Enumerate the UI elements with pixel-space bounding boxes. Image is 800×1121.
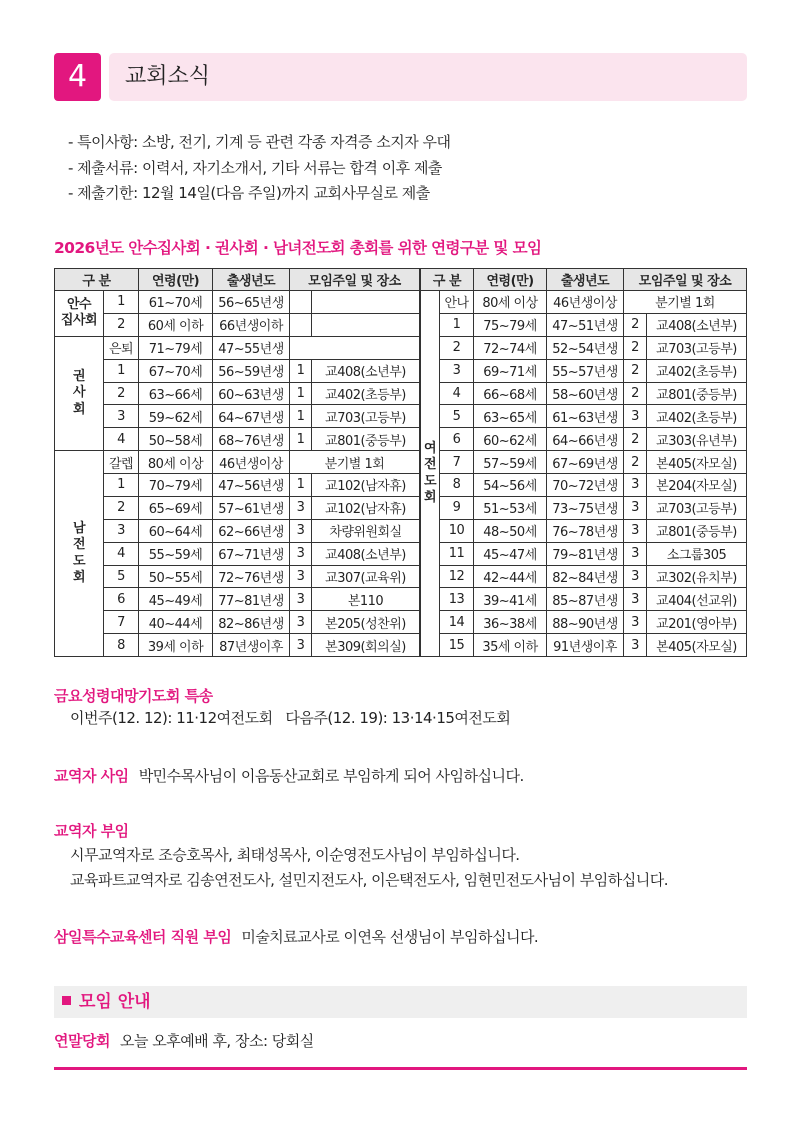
age-cell: 54~56세 [474,474,547,497]
birth-year-cell: 72~76년생 [213,565,290,588]
samil-section [54,926,538,947]
table-row [421,634,747,657]
birth-year-cell: 67~69년생 [547,451,624,474]
meeting-sunday-cell: 3 [624,634,647,657]
age-cell: 63~65세 [474,405,547,428]
meeting-label: 연말당회 [54,1032,110,1050]
table-row [421,382,747,405]
table-row [55,611,420,634]
meeting-place-cell: 본405(자모실) [647,451,747,474]
table-header-row [421,269,747,291]
meeting-place-cell: 소그룹305 [647,542,747,565]
meeting-sunday-cell: 3 [290,496,312,519]
meeting-sunday-cell: 1 [290,474,312,497]
meeting-sunday-cell: 1 [290,359,312,382]
meeting-place-cell: 교408(소년부) [312,359,420,382]
sub-group-cell: 2 [104,313,139,336]
meeting-place-cell: 교801(중등부) [312,428,420,451]
birth-year-cell: 82~86년생 [213,611,290,634]
birth-year-cell: 64~66년생 [547,428,624,451]
birth-year-cell: 79~81년생 [547,542,624,565]
meeting-place-cell: 교201(영아부) [647,611,747,634]
meeting-sunday-cell: 3 [624,611,647,634]
birth-year-cell: 76~78년생 [547,519,624,542]
samil-title: 삼일특수교육센터 직원 부임 [54,928,232,946]
age-cell: 80세 이상 [474,291,547,314]
birth-year-cell: 58~60년생 [547,382,624,405]
meeting-sunday-cell [290,313,312,336]
sub-group-cell: 3 [104,519,139,542]
birth-year-cell: 47~55년생 [213,336,290,359]
meeting-sunday-cell [290,291,312,314]
appoint-line: 시무교역자로 조승호목사, 최태성목사, 이순영전도사님이 부임하십니다. [70,846,520,864]
age-cell: 63~66세 [139,382,213,405]
table-row [421,496,747,519]
meeting-sunday-cell: 2 [624,313,647,336]
meeting-place-cell: 교102(남자휴) [312,496,420,519]
table-row [421,474,747,497]
table-row [421,451,747,474]
sub-group-cell: 9 [440,496,474,519]
sub-group-cell: 갈렙 [104,451,139,474]
birth-year-cell: 56~59년생 [213,359,290,382]
resign-text: 박민수목사님이 이음동산교회로 부임하게 되어 사임하십니다. [138,767,524,785]
meeting-sunday-cell: 2 [624,359,647,382]
birth-year-cell: 70~72년생 [547,474,624,497]
meeting-sunday-cell: 3 [624,588,647,611]
column-header: 출생년도 [213,269,290,291]
birth-year-cell: 66년생이하 [213,313,290,336]
age-cell: 45~47세 [474,542,547,565]
table-row [55,313,420,336]
birth-year-cell: 47~56년생 [213,474,290,497]
table-row [421,565,747,588]
meeting-sunday-cell: 1 [290,428,312,451]
table-title: 2026년도 안수집사회 · 권사회 · 남녀전도회 총회를 위한 연령구분 및 모임 [54,239,542,257]
age-cell: 40~44세 [139,611,213,634]
age-cell: 65~69세 [139,496,213,519]
sub-group-cell: 1 [104,359,139,382]
age-cell: 36~38세 [474,611,547,634]
table-row [55,542,420,565]
meeting-place-cell [312,291,420,314]
meeting-place-cell: 교303(유년부) [647,428,747,451]
table-row [55,359,420,382]
year-end-meeting [54,1030,314,1051]
resign-title: 교역자 사임 [54,767,129,785]
meeting-sunday-cell: 3 [624,519,647,542]
table-row [55,336,420,359]
note-line: - 제출서류: 이력서, 자기소개서, 기타 서류는 합격 이후 제출 [68,158,442,177]
birth-year-cell: 57~61년생 [213,496,290,519]
sub-group-cell: 4 [440,382,474,405]
meeting-place-cell: 교703(고등부) [647,496,747,519]
section-number: 4 [54,53,101,101]
age-cell: 66~68세 [474,382,547,405]
sub-group-cell: 5 [104,565,139,588]
sub-group-cell: 8 [104,634,139,657]
table-row [55,588,420,611]
age-cell: 57~59세 [474,451,547,474]
meeting-text: 오늘 오후예배 후, 장소: 당회실 [119,1032,314,1050]
table-row [55,565,420,588]
table-row [55,291,420,314]
column-header: 연령(만) [474,269,547,291]
sub-group-cell: 7 [440,451,474,474]
table-row [421,359,747,382]
table-row [421,428,747,451]
appoint-title: 교역자 부임 [54,822,129,840]
meeting-sunday-cell: 2 [624,382,647,405]
sub-group-cell: 4 [104,428,139,451]
meeting-sunday-cell: 3 [290,519,312,542]
age-table-left [54,268,420,657]
sub-group-cell: 7 [104,611,139,634]
birth-year-cell: 91년생이후 [547,634,624,657]
column-header: 구 분 [55,269,139,291]
age-cell: 51~53세 [474,496,547,519]
birth-year-cell: 68~76년생 [213,428,290,451]
table-row [421,519,747,542]
sub-group-cell: 4 [104,542,139,565]
table-row [421,588,747,611]
section-title: 교회소식 [109,53,747,101]
column-header: 구 분 [421,269,474,291]
birth-year-cell: 73~75년생 [547,496,624,519]
age-cell: 55~59세 [139,542,213,565]
age-cell: 70~79세 [139,474,213,497]
sub-group-cell: 11 [440,542,474,565]
birth-year-cell: 88~90년생 [547,611,624,634]
table-row [55,474,420,497]
resign-section [54,765,524,786]
meeting-place-cell: 본309(회의실) [312,634,420,657]
meeting-place-cell: 교408(소년부) [647,313,747,336]
meeting-place-cell: 분기별 1회 [624,291,747,314]
meeting-sunday-cell: 3 [290,611,312,634]
column-header: 모임주일 및 장소 [624,269,747,291]
age-cell: 48~50세 [474,519,547,542]
table-row [55,382,420,405]
meeting-place-cell: 교801(중등부) [647,519,747,542]
group-name-cell: 여 전 도 회 [421,291,440,657]
meeting-sunday-cell: 2 [624,451,647,474]
table-header-row [55,269,420,291]
meeting-place-cell: 교703(고등부) [647,336,747,359]
birth-year-cell: 67~71년생 [213,542,290,565]
meeting-place-cell: 교402(초등부) [312,382,420,405]
sub-group-cell: 6 [104,588,139,611]
birth-year-cell: 77~81년생 [213,588,290,611]
sub-group-cell: 1 [440,313,474,336]
age-cell: 71~79세 [139,336,213,359]
sub-group-cell: 2 [440,336,474,359]
table-row [55,496,420,519]
meeting-sunday-cell: 1 [290,382,312,405]
table-row [55,405,420,428]
birth-year-cell: 46년생이상 [547,291,624,314]
meeting-place-cell: 교801(중등부) [647,382,747,405]
sub-group-cell: 은퇴 [104,336,139,359]
friday-title: 금요성령대망기도회 특송 [54,687,213,705]
samil-text: 미술치료교사로 이연옥 선생님이 부임하십니다. [241,928,539,946]
column-header: 출생년도 [547,269,624,291]
column-header: 모임주일 및 장소 [290,269,420,291]
age-cell: 59~62세 [139,405,213,428]
meeting-place-cell: 교102(남자휴) [312,474,420,497]
age-cell: 80세 이상 [139,451,213,474]
meeting-sunday-cell: 1 [290,405,312,428]
sub-group-cell: 5 [440,405,474,428]
meeting-sunday-cell: 3 [624,496,647,519]
meeting-place-cell: 분기별 1회 [290,451,420,474]
sub-group-cell: 3 [440,359,474,382]
note-line: - 제출기한: 12월 14일(다음 주일)까지 교회사무실로 제출 [68,184,430,202]
friday-prayer-section [54,685,510,731]
sub-group-cell: 1 [104,474,139,497]
recruit-notes [68,130,450,207]
age-cell: 75~79세 [474,313,547,336]
birth-year-cell: 46년생이상 [213,451,290,474]
sub-group-cell: 2 [104,382,139,405]
age-cell: 39~41세 [474,588,547,611]
group-name-cell: 남 전 도 회 [55,451,104,657]
sub-group-cell: 14 [440,611,474,634]
meeting-place-cell: 교307(교육위) [312,565,420,588]
sub-group-cell: 15 [440,634,474,657]
meeting-sunday-cell: 3 [290,634,312,657]
table-row [421,336,747,359]
sub-group-cell: 10 [440,519,474,542]
birth-year-cell: 61~63년생 [547,405,624,428]
age-cell: 50~58세 [139,428,213,451]
age-cell: 60~62세 [474,428,547,451]
sub-group-cell: 1 [104,291,139,314]
table-row [55,428,420,451]
meeting-place-cell: 교302(유치부) [647,565,747,588]
birth-year-cell: 60~63년생 [213,382,290,405]
age-cell: 50~55세 [139,565,213,588]
age-cell: 60세 이하 [139,313,213,336]
group-name-cell: 권 사 회 [55,336,104,450]
table-row [55,634,420,657]
meeting-place-cell: 본204(자모실) [647,474,747,497]
appoint-line: 교육파트교역자로 김송연전도사, 설민지전도사, 이은택전도사, 임현민전도사님이 부임하십니다. [70,871,669,889]
meeting-sunday-cell: 3 [624,405,647,428]
age-cell: 45~49세 [139,588,213,611]
meeting-sunday-cell: 3 [624,542,647,565]
meeting-place-cell: 차량위원회실 [312,519,420,542]
sub-group-cell: 2 [104,496,139,519]
meeting-sunday-cell: 2 [624,428,647,451]
meeting-place-cell [290,336,420,359]
age-cell: 67~70세 [139,359,213,382]
age-cell: 69~71세 [474,359,547,382]
table-row [421,291,747,314]
age-cell: 72~74세 [474,336,547,359]
birth-year-cell: 62~66년생 [213,519,290,542]
birth-year-cell: 55~57년생 [547,359,624,382]
age-cell: 35세 이하 [474,634,547,657]
age-cell: 61~70세 [139,291,213,314]
sub-group-cell: 12 [440,565,474,588]
birth-year-cell: 64~67년생 [213,405,290,428]
column-header: 연령(만) [139,269,213,291]
appoint-section [54,820,668,893]
birth-year-cell: 56~65년생 [213,291,290,314]
birth-year-cell: 47~51년생 [547,313,624,336]
age-cell: 60~64세 [139,519,213,542]
birth-year-cell: 85~87년생 [547,588,624,611]
sub-group-cell: 안나 [440,291,474,314]
table-row [55,519,420,542]
meeting-sunday-cell: 3 [624,474,647,497]
table-row [421,542,747,565]
friday-text: 이번주(12. 12): 11·12여전도회 다음주(12. 19): 13·14·15여전도회 [70,709,511,727]
meeting-place-cell: 교703(고등부) [312,405,420,428]
meeting-place-cell: 본110 [312,588,420,611]
table-row [421,405,747,428]
meeting-title: 모임 안내 [79,992,151,1012]
sub-group-cell: 3 [104,405,139,428]
group-name-cell: 안수 집사회 [55,291,104,337]
meeting-place-cell [312,313,420,336]
birth-year-cell: 87년생이후 [213,634,290,657]
birth-year-cell: 52~54년생 [547,336,624,359]
sub-group-cell: 6 [440,428,474,451]
bottom-divider [54,1067,747,1070]
meeting-sunday-cell: 3 [290,542,312,565]
square-bullet-icon [62,996,71,1005]
age-table-right [420,268,747,657]
meeting-place-cell: 본205(성찬위) [312,611,420,634]
meeting-place-cell: 본405(자모실) [647,634,747,657]
sub-group-cell: 8 [440,474,474,497]
sub-group-cell: 13 [440,588,474,611]
meeting-sunday-cell: 3 [624,565,647,588]
meeting-place-cell: 교404(선교위) [647,588,747,611]
meeting-place-cell: 교402(초등부) [647,359,747,382]
meeting-sunday-cell: 3 [290,565,312,588]
age-cell: 39세 이하 [139,634,213,657]
meeting-place-cell: 교402(초등부) [647,405,747,428]
birth-year-cell: 82~84년생 [547,565,624,588]
section-header [54,53,747,101]
table-row [421,313,747,336]
age-cell: 42~44세 [474,565,547,588]
meeting-sunday-cell: 2 [624,336,647,359]
meeting-place-cell: 교408(소년부) [312,542,420,565]
meeting-sunday-cell: 3 [290,588,312,611]
meeting-header [54,986,747,1018]
table-row [421,611,747,634]
note-line: - 특이사항: 소방, 전기, 기계 등 관련 각종 자격증 소지자 우대 [68,133,451,151]
table-row [55,451,420,474]
